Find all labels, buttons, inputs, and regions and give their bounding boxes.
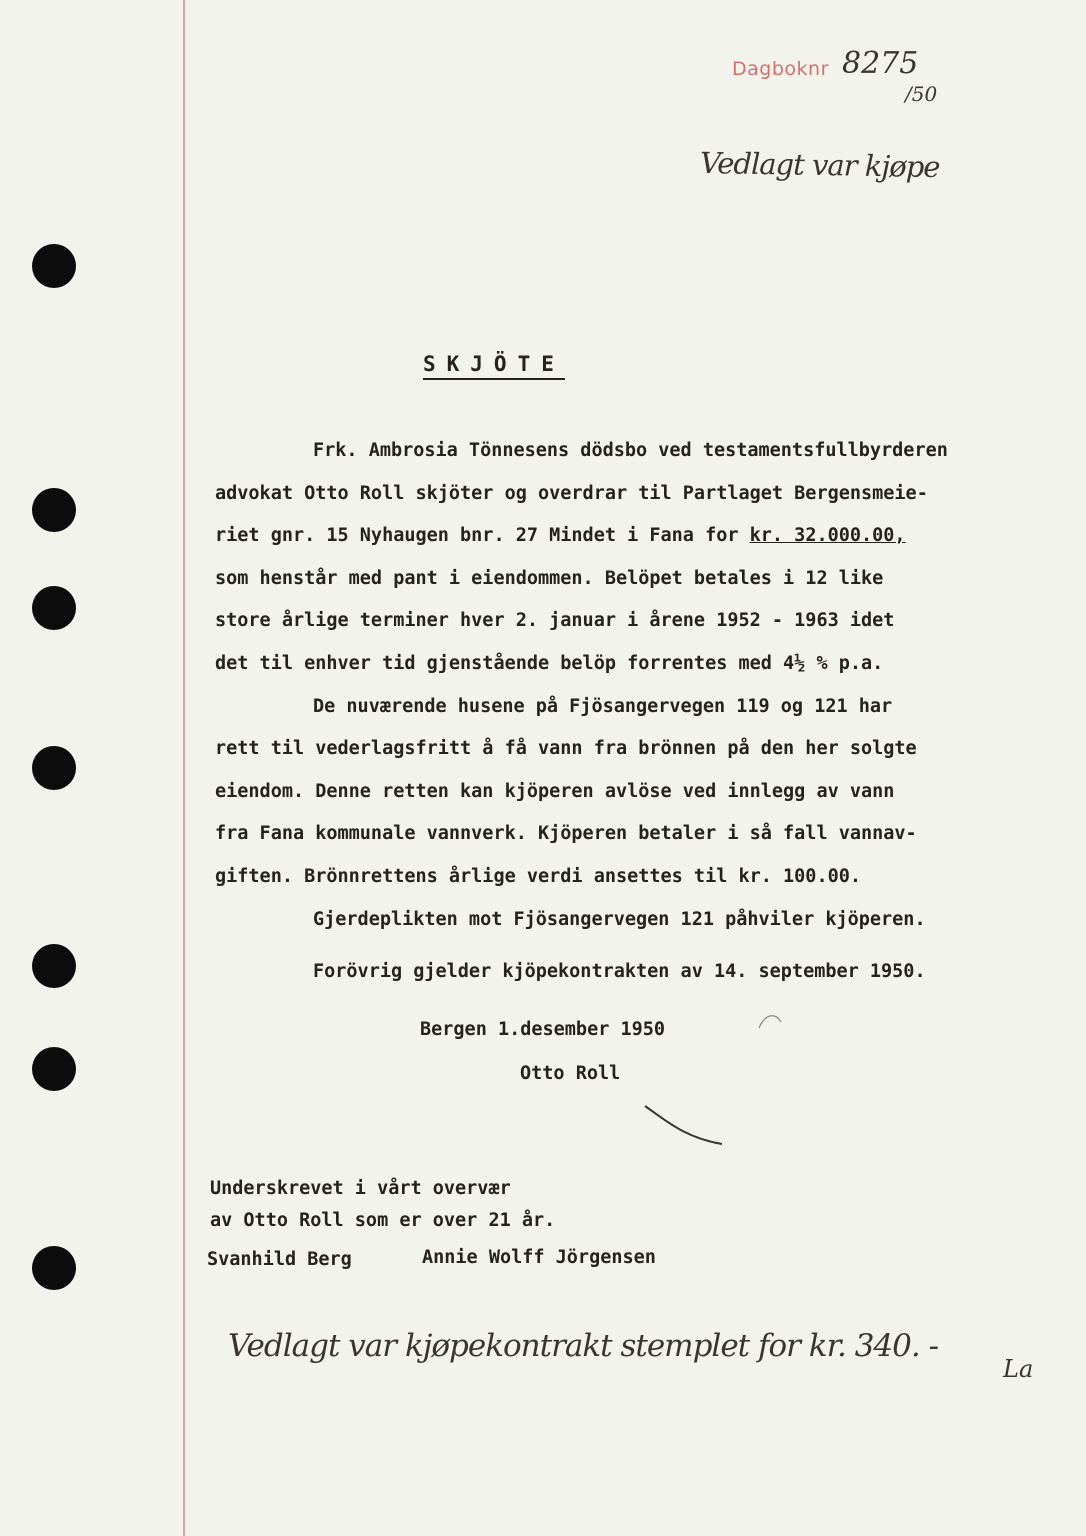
body-line: Gjerdeplikten mot Fjösangervegen 121 påhviler kjöperen. [313,908,926,930]
purchase-amount: kr. 32.000.00, [749,525,906,547]
body-line: Frk. Ambrosia Tönnesens dödsbo ved testamentsfullbyrderen [313,440,948,461]
body-line: advokat Otto Roll skjöter og overdrar til Partlaget Bergensmeie- [215,482,928,504]
handwritten-initial: La [1003,1355,1034,1383]
signatory-name: Otto Roll [520,1063,621,1084]
body-line: fra Fana kommunale vannverk. Kjöperen betaler i så fall vannav- [215,823,917,845]
body-line: store årlige terminer hver 2. januar i årene 1952 - 1963 idet [215,610,895,632]
witness-name: Annie Wolff Jörgensen [422,1247,656,1268]
witness-line: av Otto Roll som er over 21 år. [210,1210,556,1231]
deed-body [215,430,1047,994]
place-date: Bergen 1.desember 1950 [420,1019,666,1040]
witness-line: Underskrevet i vårt overvær [210,1178,511,1199]
body-line: det til enhver tid gjenstående belöp forrentes med 4½ % p.a. [215,652,884,674]
witness-name: Svanhild Berg [207,1249,352,1270]
punch-hole [32,244,76,288]
punch-hole [32,944,76,988]
journal-stamp-label: Dagboknr [732,58,829,80]
document-title: SKJÖTE [423,352,565,380]
body-line: Forövrig gjelder kjöpekontrakten av 14. september 1950. [313,961,926,983]
handwritten-footer-note: Vedlagt var kjøpekontrakt stemplet for kr. 340. - [228,1328,939,1364]
body-line: giften. Brönnrettens årlige verdi ansettes til kr. 100.00. [215,865,862,887]
body-line: som henstår med pant i eiendommen. Belöpet betales i 12 like [215,567,884,589]
punch-hole [32,488,76,532]
body-line: rett til vederlagsfritt å få vann fra brönnen på den her solgte [215,738,917,760]
punch-hole [32,1047,76,1091]
body-line: De nuværende husene på Fjösangervegen 119 og 121 har [313,695,893,717]
signature-stroke [640,1100,730,1150]
punch-hole [32,1246,76,1290]
handwritten-top-note: Vedlagt var kjøpe [699,145,940,185]
margin-rule [183,0,185,1536]
body-line [215,515,1047,558]
body-line: eiendom. Denne retten kan kjöperen avlöse ved innlegg av vann [215,780,895,802]
journal-number: 8275 [842,46,919,81]
punch-hole [32,746,76,790]
pencil-mark [755,1010,785,1034]
punch-hole [32,586,76,630]
journal-year: /50 [905,82,938,106]
body-line-text: riet gnr. 15 Nyhaugen bnr. 27 Mindet i Fana for [215,525,750,547]
